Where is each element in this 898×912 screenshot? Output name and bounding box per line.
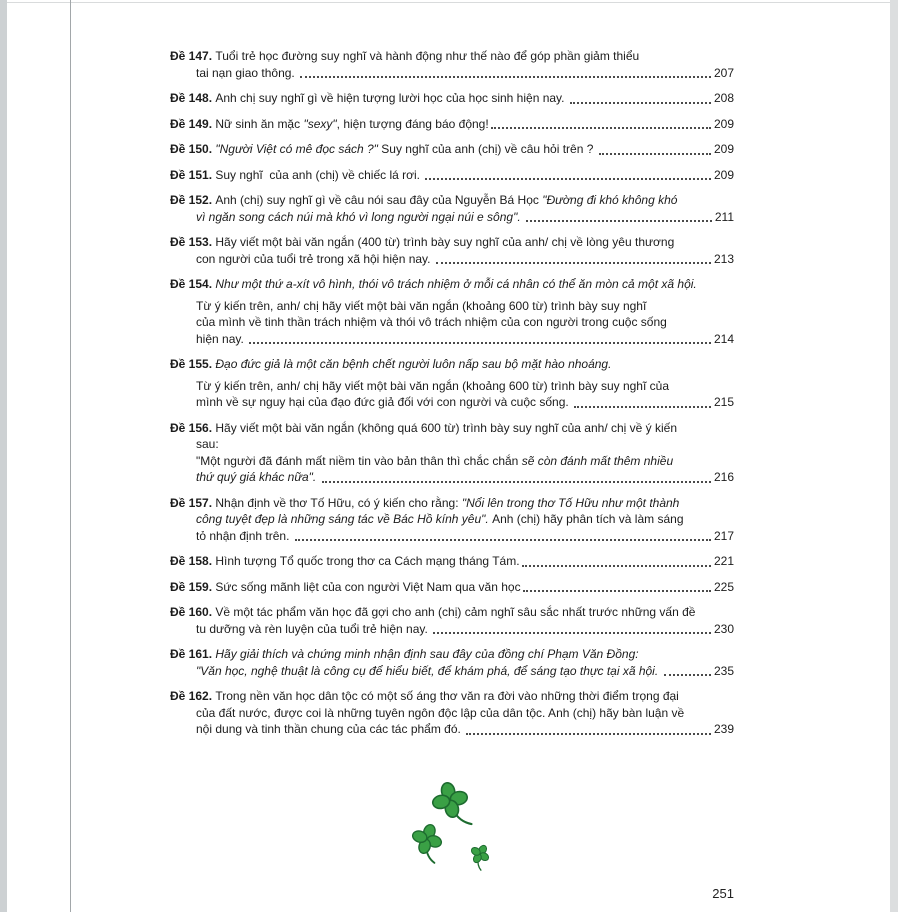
dot-leader — [322, 481, 711, 483]
toc-entry — [170, 276, 734, 347]
dot-leader — [300, 76, 711, 78]
toc-line — [170, 90, 734, 107]
toc-line — [170, 394, 734, 411]
entry-number: Đề 157. — [170, 495, 216, 510]
scan-top-rule — [7, 2, 890, 3]
toc-line-text: tai nạn giao thông. — [196, 65, 299, 80]
dot-leader — [295, 539, 711, 541]
toc-entry — [170, 646, 734, 679]
toc-line-text: của mình về tinh thần trách nhiệm và thói vô trách nhiệm của con người trong cuộc sống — [196, 315, 667, 329]
toc-line-text: Đề 156. Hãy viết một bài văn ngắn (không quá 600 từ) trình bày suy nghĩ của anh/ chị về ý kiến — [170, 420, 678, 435]
toc-entry — [170, 356, 734, 411]
toc-line — [170, 553, 734, 570]
toc-entry — [170, 553, 734, 570]
clover-icon — [396, 776, 526, 880]
toc-line — [170, 167, 734, 184]
dot-leader — [436, 262, 711, 264]
toc-line-text: Đề 155. Đạo đức giả là một căn bệnh chết người luôn nấp sau bộ mặt hào nhoáng. — [170, 357, 612, 371]
entry-number: Đề 147. — [170, 49, 216, 63]
entry-number: Đề 153. — [170, 235, 216, 249]
toc-line — [170, 65, 734, 82]
dot-leader — [523, 590, 711, 592]
entry-page-number: 211 — [714, 209, 734, 224]
toc-line — [170, 298, 734, 315]
toc-line — [170, 528, 734, 545]
dot-leader — [522, 565, 711, 567]
toc-line-text: con người của tuổi trẻ trong xã hội hiện nay. — [196, 251, 434, 266]
toc-line — [170, 276, 734, 293]
dot-leader — [664, 674, 711, 676]
entry-page-number: 239 — [713, 722, 734, 736]
entry-number: Đề 162. — [170, 689, 216, 703]
entry-page-number: 209 — [713, 167, 734, 182]
toc-line-text: Đề 157. Nhận định về thơ Tố Hữu, có ý kiến cho rằng: "Nổi lên trong thơ Tố Hữu như một thành — [170, 495, 680, 510]
toc-entry — [170, 688, 734, 738]
toc-line-text: Đề 149. Nữ sinh ăn mặc "sexy", hiện tượng đáng báo động! — [170, 116, 489, 131]
clover-illustration — [396, 776, 526, 880]
toc-line — [170, 331, 734, 348]
entry-page-number: 207 — [713, 65, 734, 80]
toc-entry — [170, 604, 734, 637]
toc-line — [170, 209, 734, 226]
entry-page-number: 209 — [713, 116, 734, 131]
dot-leader — [574, 406, 711, 408]
entry-number: Đề 155. — [170, 357, 216, 371]
entry-page-number: 225 — [713, 579, 734, 594]
toc-line — [170, 251, 734, 268]
toc-line — [170, 314, 734, 331]
toc-line — [170, 604, 734, 621]
toc-line — [170, 705, 734, 722]
entry-page-number: 209 — [713, 142, 734, 156]
entry-number: Đề 151. — [170, 167, 216, 182]
toc-line — [170, 469, 734, 486]
margin-rule — [70, 0, 71, 912]
toc-entry — [170, 192, 734, 225]
scan-right-edge — [890, 0, 898, 912]
toc-line — [170, 141, 734, 158]
toc-line-text: tu dưỡng và rèn luyện của tuổi trẻ hiện nay. — [196, 621, 432, 636]
folio-page-number: 251 — [712, 886, 734, 901]
toc-line-text: Đề 160. Về một tác phẩm văn học đã gợi cho anh (chị) cảm nghĩ sâu sắc nhất trước những vấn đề — [170, 605, 696, 619]
dot-leader — [599, 153, 711, 155]
toc-line — [170, 116, 734, 133]
entry-number: Đề 150. — [170, 142, 216, 156]
entry-page-number: 221 — [713, 554, 734, 568]
toc-line — [170, 453, 734, 470]
toc-line-text: sau: — [196, 437, 219, 451]
entry-page-number: 215 — [713, 395, 734, 409]
dot-leader — [526, 220, 712, 222]
toc-line — [170, 495, 734, 512]
entry-number: Đề 148. — [170, 91, 216, 105]
toc-line-text: Đề 154. Như một thứ a-xít vô hình, thói vô trách nhiệm ở mỗi cá nhân có thể ăn mòn cả một xã hội. — [170, 277, 697, 291]
toc-entry — [170, 90, 734, 107]
toc-line — [170, 511, 734, 528]
entry-page-number: 213 — [713, 251, 734, 266]
toc-line-text: Đề 153. Hãy viết một bài văn ngắn (400 từ) trình bày suy nghĩ của anh/ chị về lòng yêu thương — [170, 235, 675, 249]
toc-line — [170, 688, 734, 705]
entry-number: Đề 159. — [170, 579, 216, 594]
toc-list — [170, 48, 734, 747]
entry-number: Đề 156. — [170, 420, 216, 435]
toc-line-text: Đề 152. Anh (chị) suy nghĩ gì về câu nói sau đây của Nguyễn Bá Học "Đường đi khó không khó — [170, 193, 678, 207]
toc-line-text: vì ngăn song cách núi mà khó vì long người ngại núi e sông". — [196, 209, 524, 224]
toc-line — [170, 356, 734, 373]
toc-entry — [170, 141, 734, 158]
toc-entry — [170, 420, 734, 486]
toc-line-text: Đề 150. "Người Việt có mê đọc sách ?" Suy nghĩ của anh (chị) về câu hỏi trên ? — [170, 142, 597, 156]
dot-leader — [466, 733, 711, 735]
entry-page-number: 214 — [713, 331, 734, 346]
toc-line-text: tỏ nhận định trên. — [196, 528, 293, 543]
toc-line-text: Đề 161. Hãy giải thích và chứng minh nhận định sau đây của đồng chí Phạm Văn Đồng: — [170, 647, 639, 661]
toc-line-text: Đề 162. Trong nền văn học dân tộc có một số áng thơ văn ra đời vào những thời điểm trọng đại — [170, 689, 679, 703]
toc-line-text: Đề 148. Anh chị suy nghĩ gì về hiện tượng lười học của học sinh hiện nay. — [170, 91, 568, 105]
entry-number: Đề 158. — [170, 554, 216, 568]
toc-line — [170, 48, 734, 65]
dot-leader — [491, 127, 711, 129]
toc-line-text: Từ ý kiến trên, anh/ chị hãy viết một bài văn ngắn (khoảng 600 từ) trình bày suy nghĩ của — [196, 378, 669, 393]
toc-entry — [170, 48, 734, 81]
entry-page-number: 216 — [713, 470, 734, 484]
toc-line — [170, 192, 734, 209]
entry-number: Đề 160. — [170, 605, 216, 619]
toc-line-text: Từ ý kiến trên, anh/ chị hãy viết một bài văn ngắn (khoảng 600 từ) trình bày suy nghĩ — [196, 298, 647, 313]
toc-entry — [170, 495, 734, 545]
entry-number: Đề 161. — [170, 647, 216, 661]
toc-line — [170, 420, 734, 437]
toc-line — [170, 579, 734, 596]
entry-page-number: 230 — [713, 621, 734, 636]
toc-line-text: công tuyệt đẹp là những sáng tác về Bác Hồ kính yêu". Anh (chị) hãy phân tích và làm sáng — [196, 512, 684, 526]
toc-line — [170, 646, 734, 663]
toc-line-text: mình về sự nguy hại của đạo đức giả đối với con người và cuộc sống. — [196, 395, 573, 409]
dot-leader — [433, 632, 711, 634]
entry-page-number: 235 — [713, 663, 734, 678]
entry-number: Đề 154. — [170, 277, 216, 291]
toc-line-text: hiện nay. — [196, 331, 248, 346]
toc-line — [170, 234, 734, 251]
toc-line-text: Đề 151. Suy nghĩ của anh (chị) về chiếc lá rơi. — [170, 167, 424, 182]
toc-line-text: Đề 159. Sức sống mãnh liệt của con người Việt Nam qua văn học — [170, 579, 521, 594]
toc-line-text: Đề 147. Tuổi trẻ học đường suy nghĩ và hành động như thế nào để góp phần giảm thiểu — [170, 49, 640, 63]
toc-entry — [170, 234, 734, 267]
dot-leader — [425, 178, 711, 180]
toc-line — [170, 721, 734, 738]
toc-line-text: của đất nước, được coi là những tuyên ngôn độc lập của dân tộc. Anh (chị) hãy bàn luận về — [196, 705, 685, 720]
dot-leader — [249, 342, 711, 344]
entry-page-number: 217 — [713, 528, 734, 543]
toc-line-text: "Văn học, nghệ thuật là công cụ để hiểu biết, để khám phá, để sáng tạo thực tại xã hội. — [196, 663, 662, 678]
toc-entry — [170, 116, 734, 133]
entry-page-number: 208 — [713, 91, 734, 105]
toc-line — [170, 436, 734, 453]
toc-line — [170, 378, 734, 395]
toc-line-text: "Một người đã đánh mất niềm tin vào bản thân thì chắc chắn sẽ còn đánh mất thêm nhiều — [196, 453, 674, 468]
entry-number: Đề 149. — [170, 116, 216, 131]
toc-line-text: Đề 158. Hình tượng Tổ quốc trong thơ ca Cách mạng tháng Tám. — [170, 554, 520, 568]
toc-entry — [170, 167, 734, 184]
toc-entry — [170, 579, 734, 596]
toc-line-text: thứ quý giá khác nữa". — [196, 470, 320, 484]
toc-line-text: nội dung và tinh thần chung của các tác phẩm đó. — [196, 722, 465, 736]
entry-number: Đề 152. — [170, 193, 216, 207]
dot-leader — [570, 102, 711, 104]
toc-line — [170, 621, 734, 638]
toc-line — [170, 663, 734, 680]
scan-left-edge — [0, 0, 7, 912]
